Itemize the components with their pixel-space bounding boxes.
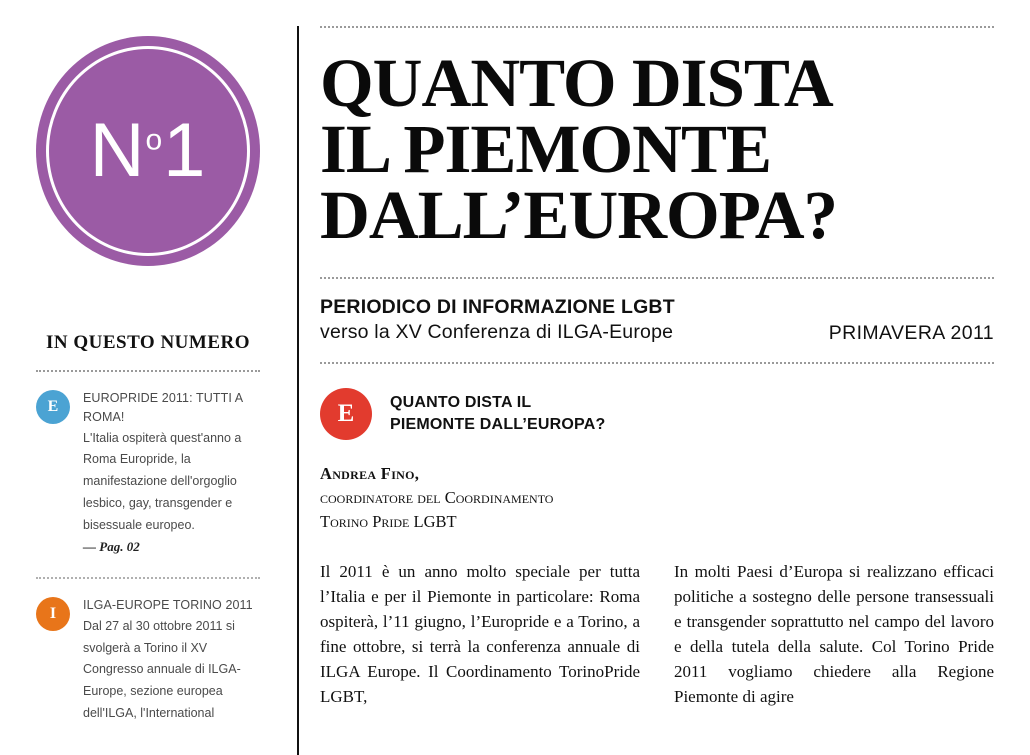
toc-page-ref: — Pag. 02 [83,538,140,554]
issue-badge-value: 1 [163,108,207,193]
sidebar-title: IN QUESTO NUMERO [45,332,250,353]
list-item[interactable] [36,372,260,561]
masthead-line-2: verso la XV Conferenza di ILGA-Europe [320,321,674,344]
article-bullet-icon: E [320,388,372,440]
page-title-line-1: QUANTO DISTA [320,45,833,121]
masthead-line-1: PERIODICO DI INFORMAZIONE LGBT [320,295,675,318]
issue-badge-prefix: N [89,108,146,193]
toc-bullet-e: E [36,390,70,424]
masthead [320,295,994,346]
main-content [320,26,994,755]
toc-summary: Dal 27 al 30 ottobre 2011 si svolgerà a Torino il XV Congresso annuale di ILGA-Europe, sezione europea dell'ILGA, l'International [83,618,241,721]
issue-date: PRIMAVERA 2011 [828,322,994,345]
toc-bullet-i: I [36,597,70,631]
issue-badge-ordinal: o [145,123,164,157]
masthead-divider-bottom [320,362,994,364]
list-item[interactable] [36,579,260,731]
column-divider [297,26,299,755]
byline-role-line-1: coordinatore del Coordinamento [320,488,554,508]
toc-summary: L'Italia ospiterà quest'anno a Roma Europride, la manifestazione dell'orgoglio lesbico, gay, transgender e bisessuale europeo. [83,430,242,532]
article-paragraph: Il 2011 è un anno molto speciale per tutta l’Italia e per il Piemonte in particolare: Roma ospiterà, l’11 giugno, l’Europride e a Torino, a fine ottobre, si terrà la conferenza annuale di ILGA Europe. Il Coordinamento TorinoPride LGBT, [320,561,640,706]
byline [320,462,994,534]
page-title-line-3: DALL’EUROPA? [320,177,838,254]
toc-body [83,389,260,555]
issue-badge-circle [36,36,260,266]
masthead-divider-top [320,277,994,279]
article-column-right [674,560,994,710]
article-header [320,388,994,440]
toc-body [83,596,260,725]
article-paragraph: In molti Paesi d’Europa si realizzano efficaci politiche a sostegno delle persone transessuali e transgender soprattutto nel campo del lavoro e della tutela della salute. Col Torino Pride 2011 vogliamo chiedere alla Regione Piemonte di agire [674,561,994,706]
article-kicker-line-1: QUANTO DISTA IL [390,394,532,412]
page-title-line-2: IL PIEMONTE [320,111,772,188]
issue-badge-number [89,108,207,193]
toc-headline: ILGA-EUROPE TORINO 2011 [83,597,253,612]
issue-badge [36,36,260,266]
article-columns [320,560,994,710]
article-kicker-line-2: PIEMONTE DALL’EUROPA? [390,416,606,434]
article-column-left [320,560,640,710]
page-title [320,45,994,254]
byline-author: Andrea Fino, [320,464,420,484]
article-kicker [390,392,605,436]
sidebar [0,0,296,755]
masthead-subtitle [320,295,675,346]
top-dotted-rule [320,26,994,28]
byline-role-line-2: Torino Pride LGBT [320,512,457,532]
toc-headline: EUROPRIDE 2011: TUTTI A ROMA! [83,391,243,424]
